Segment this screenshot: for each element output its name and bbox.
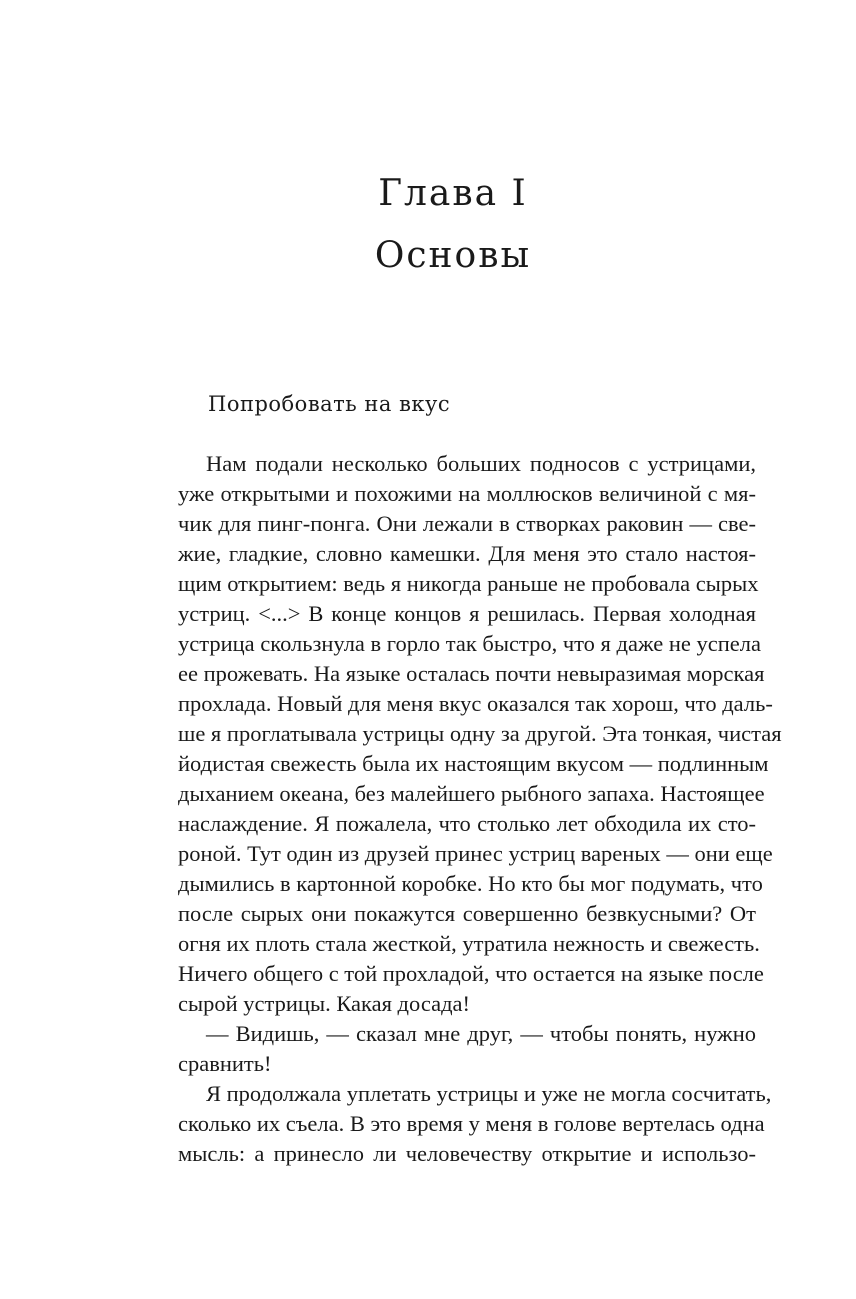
text-line: ее прожевать. На языке осталась почти невыразимая морская — [178, 661, 765, 686]
text-line: сырой устрицы. Какая досада! — [178, 991, 470, 1016]
text-line: огня их плоть стала жесткой, утратила нежность и свежесть. — [178, 931, 760, 956]
text-line: наслаждение. Я пожалела, что столько лет обходила их сто- — [178, 811, 756, 836]
text-line: щим открытием: ведь я никогда раньше не пробовала сырых — [178, 571, 759, 596]
text-line: уже открытыми и похожими на моллюсков величиной с мя- — [178, 481, 756, 506]
chapter-title: Основы — [374, 235, 532, 276]
chapter-number: Глава I — [378, 173, 528, 214]
text-line: устрица скользнула в горло так быстро, что я даже не успела — [178, 631, 761, 656]
text-line: сколько их съела. В это время у меня в голове вертелась одна — [178, 1111, 765, 1136]
text-line: Я продолжала уплетать устрицы и уже не могла сосчитать, — [206, 1081, 772, 1106]
text-line: мысль: а принесло ли человечеству открытие и использо- — [178, 1141, 756, 1166]
text-line: дымились в картонной коробке. Но кто бы мог подумать, что — [178, 871, 763, 896]
text-line: — Видишь, — сказал мне друг, — чтобы понять, нужно — [206, 1021, 756, 1046]
text-line: роной. Тут один из друзей принес устриц вареных — они еще — [178, 841, 773, 866]
text-line: Нам подали несколько больших подносов с устрицами, — [206, 451, 756, 476]
body-text — [178, 449, 782, 1169]
text-line: сравнить! — [178, 1051, 272, 1076]
text-line: ше я проглатывала устрицы одну за другой. Эта тонкая, чистая — [178, 721, 782, 746]
text-line: дыханием океана, без малейшего рыбного запаха. Настоящее — [178, 781, 765, 806]
text-line: Ничего общего с той прохладой, что остается на языке после — [178, 961, 764, 986]
text-line: после сырых они покажутся совершенно безвкусными? От — [178, 901, 756, 926]
text-line: чик для пинг-понга. Они лежали в створках раковин — све- — [178, 511, 756, 536]
text-line: прохлада. Новый для меня вкус оказался так хорош, что даль- — [178, 691, 773, 716]
text-line: йодистая свежесть была их настоящим вкусом — подлинным — [178, 751, 769, 776]
text-line: жие, гладкие, словно камешки. Для меня это стало настоя- — [178, 541, 756, 566]
text-line: устриц. <...> В конце концов я решилась. Первая холодная — [178, 601, 756, 626]
section-heading: Попробовать на вкус — [208, 392, 451, 416]
